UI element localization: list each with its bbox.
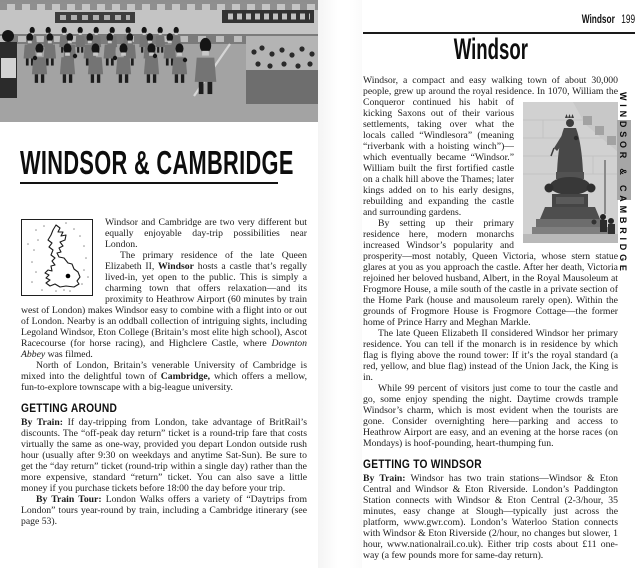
chapter-title-underline: [20, 182, 278, 184]
paragraph: The primary residence of the late Queen Elizabeth II, Windsor hosts a castle that’s regally lived-in, yet open to the public. This is simply a charming town that offers relaxation—and its proximity to Heathrow Airport (60 minutes by train west of London) makes Windsor easy to combine with a flight into or out of London. Nearby is an oddball collection of intriguing sights, including Legoland Windsor, Eton College (Britain’s most elite high school), Ascot Racecourse (for horse racing), and Highclere Castle, where Downton Abbey was filmed.: [21, 250, 308, 360]
paragraph: By Train Tour: London Walks offers a variety of “Daytrips from London” tours year-round by train, including a Cambridge itinerary (see page 53).: [21, 494, 307, 527]
paragraph: Windsor and Cambridge are two very different but equally enjoyable day-trip possibilities near London.: [105, 217, 307, 250]
britain-map-graphic: [22, 220, 92, 295]
page-gutter: [318, 0, 362, 568]
paragraph: The late Queen Elizabeth II considered Windsor her primary residence. You can tell if the monarch is in residence by which flag is flying above the round tower: If it’s the royal standard (a red, yellow, and blue flag) instead of the Union Jack, the King is in.: [363, 328, 618, 383]
right-page-body: [363, 75, 618, 561]
paragraph: By setting up their primary residence here, modern monarchs increased Windsor’s popularity and prosperity—most notably, Queen Victoria, whose stern statue glares at you as you approach the castle. After her death, Victoria rejoined her beloved husband, Albert, in the Royal Mausoleum at Frogmore House, a mile south of the castle in a private section of the Home Park (house and mausoleum rarely open). Within the grounds of Frogmore House is Frogmore Cottage—the former home of Prince Harry and Meghan Markle.: [363, 218, 618, 328]
windsor-location-dot: [66, 274, 71, 279]
paragraph: By Train: If day-tripping from London, take advantage of BritRail’s discounts. The “off-peak day return” ticket is a round-trip fare that costs virtually the same as one-way, provided you depart London outside rush hour (usually after 9:30 on weekdays and anytime Sat-Sun). Be sure to get the “day return” ticket (round-trip within a single day) rather than the more expensive, standard “return” ticket. You can also save a little money if you purchase tickets before 18:00 the day before your trip.: [21, 417, 307, 494]
paragraph: North of London, Britain’s venerable University of Cambridge is mixed into the delightful town of Cambridge, which offers a mellow, fun-to-explore townscape with a big-league university.: [21, 360, 307, 393]
page-number: 199: [621, 14, 635, 26]
paragraph: While 99 percent of visitors just come to tour the castle and go, some enjoy spending the night. Daytime crowds trample Windsor’s charm, which is most evident when the tourists are gone. Consider overnighting here—parking and access to Heathrow Airport are easy, and an evening at the horse races (on Mondays) is hoof-pounding, heart-thumping fun.: [363, 383, 618, 449]
victoria-statue-photo: [523, 102, 618, 243]
britain-locator-map: [21, 219, 93, 296]
paragraph: By Train: Windsor has two train stations—Windsor & Eton Central and Windsor & Eton Riverside. London’s Paddington Station connects with Windsor & Eton Central (2-3/hour, 35 minutes, easy change at Slough—typically just across the platform, www.gwr.com). London’s Waterloo Station connects with Windsor & Eton Riverside (2/hour, no changes but slower, 1 hour, www.nationalrail.co.uk). Either trip costs about £11 one-way (a few pounds more for same-day return).: [363, 473, 619, 561]
section-heading-getting-around: GETTING AROUND: [21, 401, 118, 415]
running-head: [363, 14, 635, 26]
victoria-statue-graphic: [523, 102, 618, 243]
section-heading-getting-to-windsor: GETTING TO WINDSOR: [363, 457, 482, 471]
page-title: Windsor: [453, 33, 528, 66]
parade-photo-graphic: [0, 0, 318, 122]
parade-photo: [0, 0, 318, 122]
left-page-body: [21, 217, 307, 527]
running-head-title: Windsor: [581, 14, 615, 26]
paragraph: Windsor, a compact and easy walking town of about 30,000 people, grew up around the royal residence. In 1070, William the Conqueror continued his habit of kicking Saxons out of their various settlements, taking over what the locals called “Windlesora” (meaning “riverbank with a hoisting winch”)—which eventually became “Windsor.” William built the first fortified castle on a chalk hill above the Thames; later kings added on to his early designs, rebuilding and expanding the castle and surrounding gardens.: [363, 75, 618, 218]
edge-tab-label: WINDSOR & CAMBRIDGE: [618, 92, 628, 275]
chapter-title: WINDSOR & CAMBRIDGE: [20, 144, 294, 181]
